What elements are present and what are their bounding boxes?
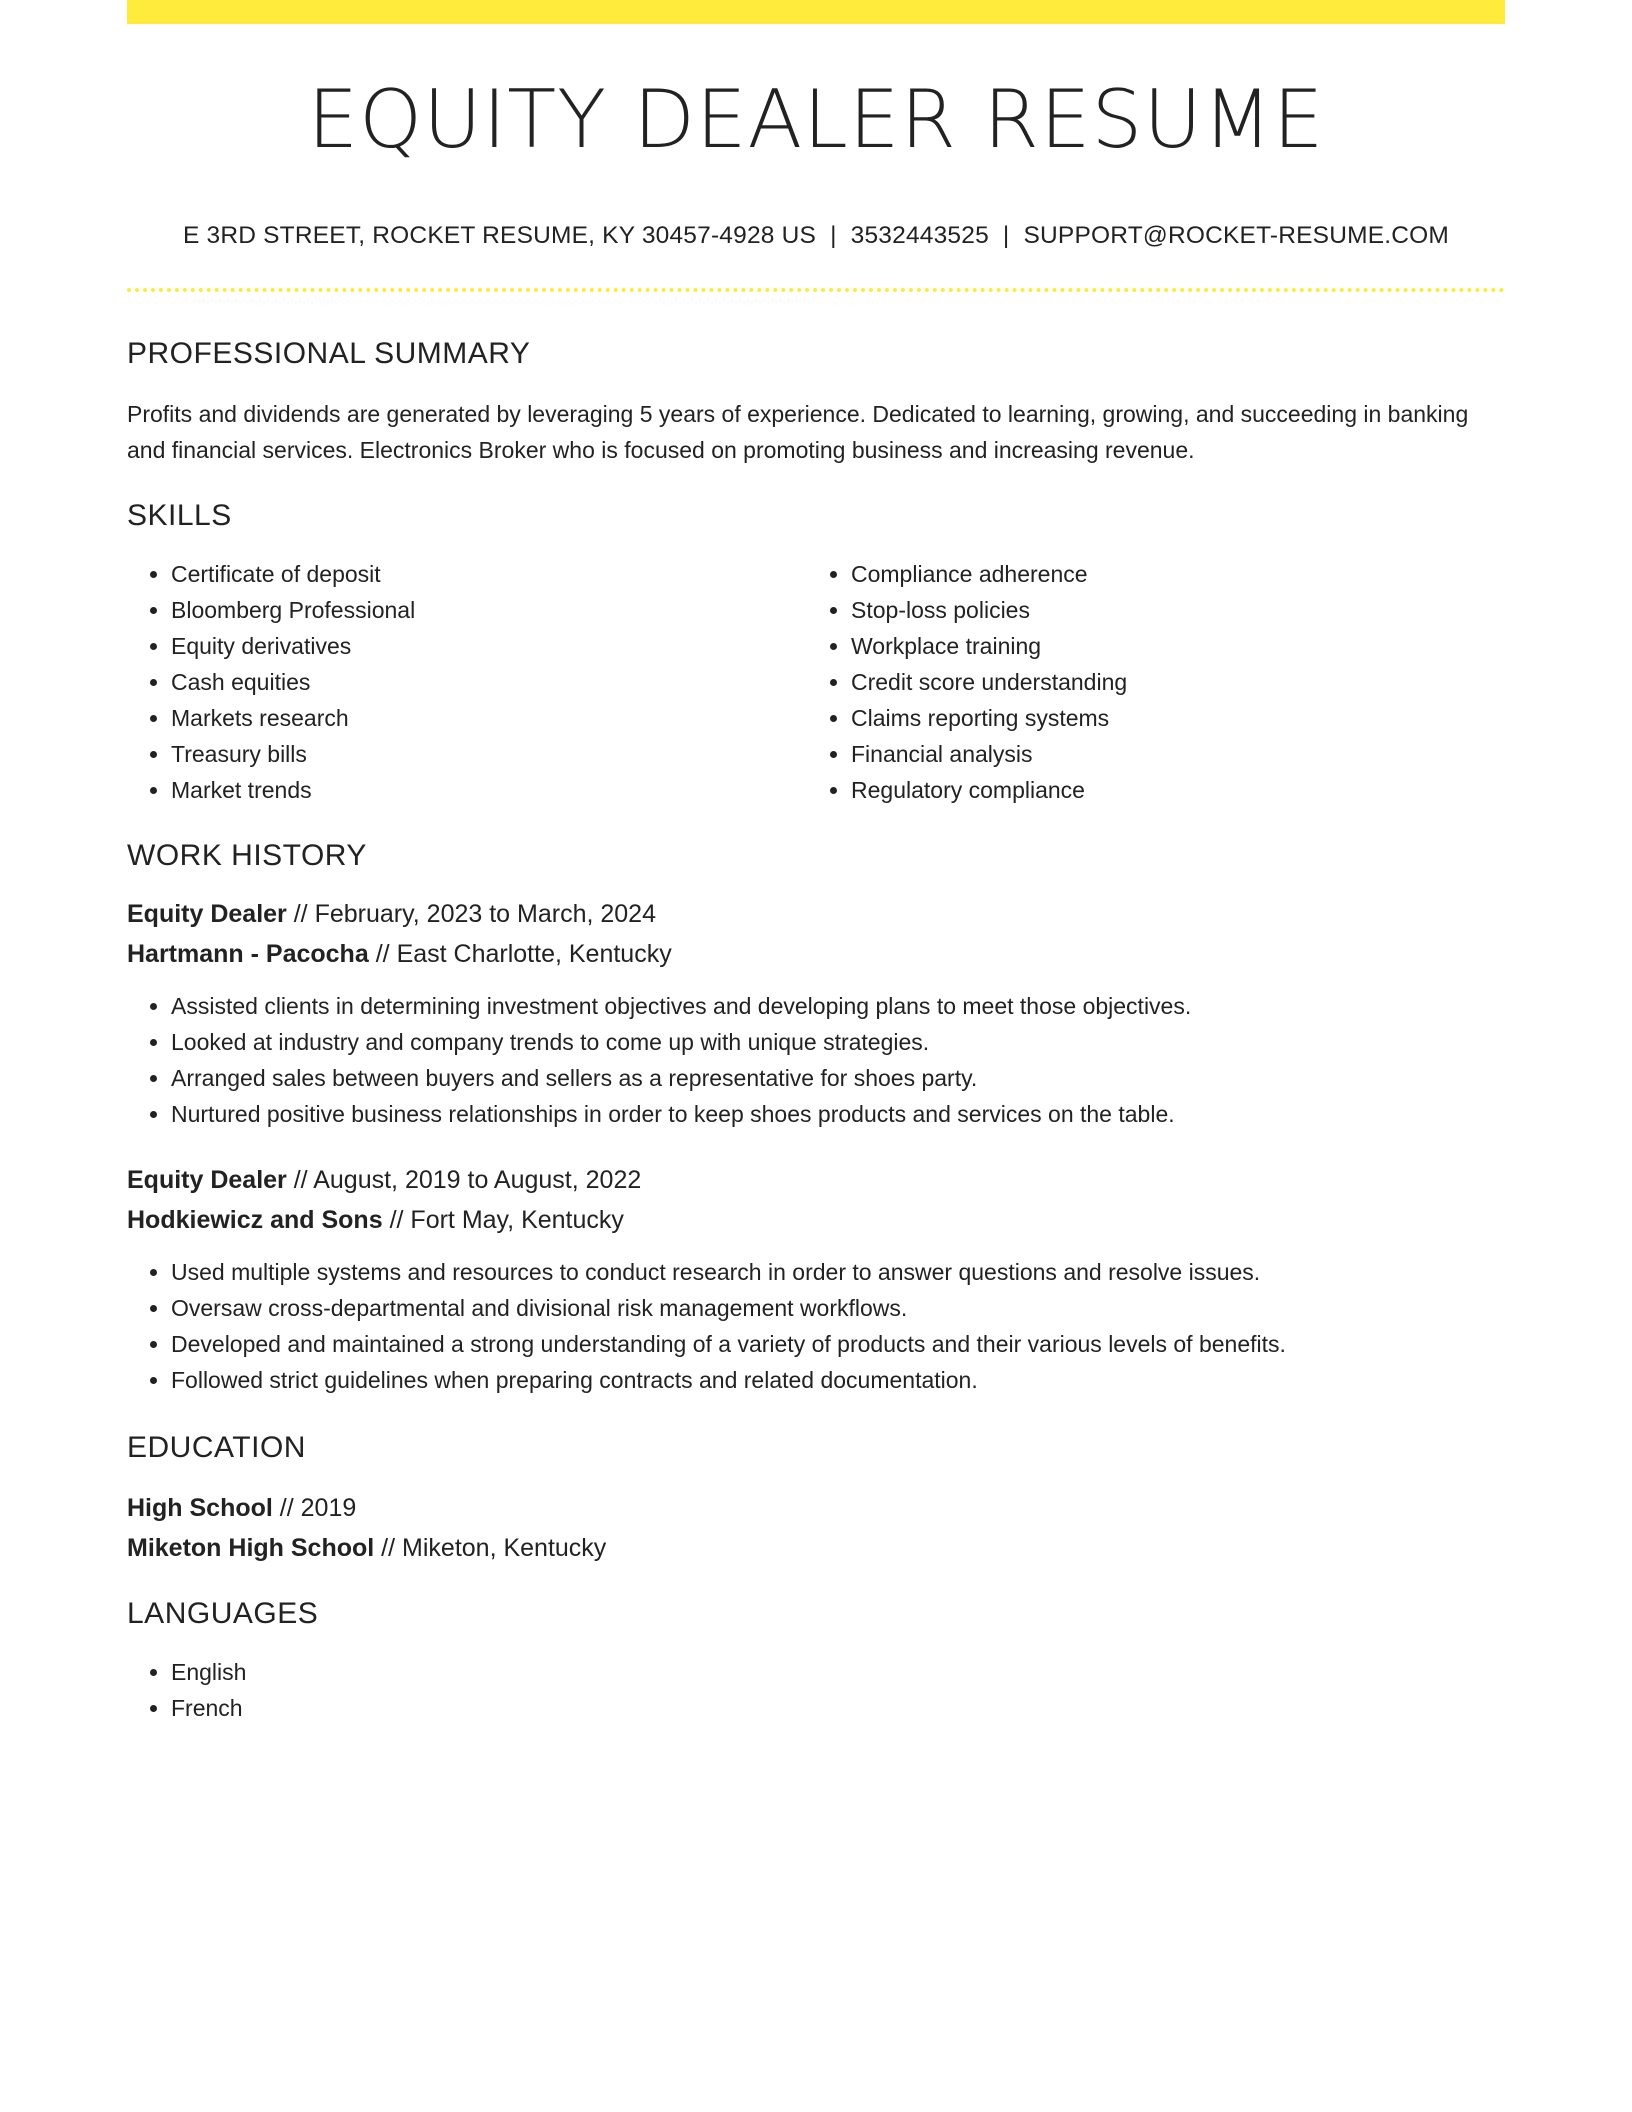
job-dates: August, 2019 to August, 2022 bbox=[313, 1166, 642, 1194]
contact-line bbox=[127, 222, 1505, 250]
job-location: Fort May, Kentucky bbox=[410, 1206, 624, 1234]
education-separator: // bbox=[381, 1534, 396, 1562]
skill-item: • Regulatory compliance bbox=[851, 772, 1487, 808]
job-bullet: • Used multiple systems and resources to conduct research in order to answer questions and resolve issues. bbox=[171, 1254, 1505, 1290]
skill-item: • Treasury bills bbox=[171, 736, 807, 772]
education-year: 2019 bbox=[300, 1494, 357, 1522]
job-dates: February, 2023 to March, 2024 bbox=[314, 900, 656, 928]
job-separator: // bbox=[389, 1206, 404, 1234]
dotted-divider bbox=[127, 288, 1505, 292]
work-history-heading: WORK HISTORY bbox=[127, 839, 367, 872]
skill-item: • Equity derivatives bbox=[171, 628, 807, 664]
job-bullets bbox=[127, 988, 1505, 1132]
education-separator: // bbox=[279, 1494, 294, 1522]
job-bullet: • Assisted clients in determining investment objectives and developing plans to meet those objectives. bbox=[171, 988, 1505, 1024]
skill-item: • Bloomberg Professional bbox=[171, 592, 807, 628]
languages-heading: LANGUAGES bbox=[127, 1597, 319, 1630]
skill-item: • Credit score understanding bbox=[851, 664, 1487, 700]
job-entry bbox=[127, 894, 1505, 1132]
language-item: • French bbox=[171, 1690, 1505, 1726]
skill-item: • Market trends bbox=[171, 772, 807, 808]
contact-separator: | bbox=[1002, 222, 1010, 249]
education-school: Miketon High School bbox=[127, 1534, 375, 1562]
job-location: East Charlotte, Kentucky bbox=[396, 940, 672, 968]
skills-heading: SKILLS bbox=[127, 499, 232, 532]
contact-phone: 3532443525 bbox=[850, 222, 989, 249]
resume-page bbox=[127, 0, 1505, 1726]
job-separator: // bbox=[375, 940, 390, 968]
education-degree-line bbox=[127, 1488, 1505, 1528]
job-bullet: • Developed and maintained a strong understanding of a variety of products and their various levels of benefits. bbox=[171, 1326, 1505, 1362]
education-school-line bbox=[127, 1528, 1505, 1568]
summary-text: Profits and dividends are generated by leveraging 5 years of experience. Dedicated to learning, growing, and succeeding in banking and financial services. Electronics Broker who is focused on promoting business and increasing revenue. bbox=[127, 401, 1469, 463]
job-bullet: • Arranged sales between buyers and sellers as a representative for shoes party. bbox=[171, 1060, 1505, 1096]
skill-item: • Financial analysis bbox=[851, 736, 1487, 772]
skill-item: • Compliance adherence bbox=[851, 556, 1487, 592]
skills-list-right bbox=[807, 556, 1487, 808]
skill-item: • Claims reporting systems bbox=[851, 700, 1487, 736]
job-bullet: • Looked at industry and company trends to come up with unique strategies. bbox=[171, 1024, 1505, 1060]
job-title-line bbox=[127, 1160, 1505, 1200]
job-entry bbox=[127, 1160, 1505, 1398]
language-item: • English bbox=[171, 1654, 1505, 1690]
skill-item: • Cash equities bbox=[171, 664, 807, 700]
languages-list bbox=[127, 1654, 1505, 1726]
skill-item: • Stop-loss policies bbox=[851, 592, 1487, 628]
accent-top-bar bbox=[127, 0, 1505, 24]
summary-heading: PROFESSIONAL SUMMARY bbox=[127, 337, 531, 370]
job-separator: // bbox=[293, 900, 308, 928]
job-company: Hartmann - Pacocha bbox=[127, 940, 369, 968]
contact-separator: | bbox=[830, 222, 837, 249]
skill-item: • Workplace training bbox=[851, 628, 1487, 664]
education-location: Miketon, Kentucky bbox=[402, 1534, 607, 1562]
job-bullet: • Nurtured positive business relationships in order to keep shoes products and services on the table. bbox=[171, 1096, 1505, 1132]
skills-grid bbox=[127, 556, 1505, 808]
education-degree: High School bbox=[127, 1494, 273, 1522]
resume-title: EQUITY DEALER RESUME bbox=[307, 73, 1325, 166]
skill-item: • Markets research bbox=[171, 700, 807, 736]
job-title-line bbox=[127, 894, 1505, 934]
job-bullet: • Oversaw cross-departmental and divisional risk management workflows. bbox=[171, 1290, 1505, 1326]
contact-address: E 3RD STREET, ROCKET RESUME, KY 30457-4928 US bbox=[182, 222, 817, 249]
education-heading: EDUCATION bbox=[127, 1431, 306, 1464]
contact-email: SUPPORT@ROCKET-RESUME.COM bbox=[1023, 222, 1450, 249]
job-title: Equity Dealer bbox=[127, 900, 287, 928]
job-bullets bbox=[127, 1254, 1505, 1398]
skills-list-left bbox=[127, 556, 807, 808]
education-entry bbox=[127, 1488, 1505, 1568]
job-company-line bbox=[127, 934, 1505, 974]
job-company-line bbox=[127, 1200, 1505, 1240]
job-company: Hodkiewicz and Sons bbox=[127, 1206, 383, 1234]
job-bullet: • Followed strict guidelines when preparing contracts and related documentation. bbox=[171, 1362, 1505, 1398]
job-title: Equity Dealer bbox=[127, 1166, 287, 1194]
job-separator: // bbox=[293, 1166, 308, 1194]
skill-item: • Certificate of deposit bbox=[171, 556, 807, 592]
